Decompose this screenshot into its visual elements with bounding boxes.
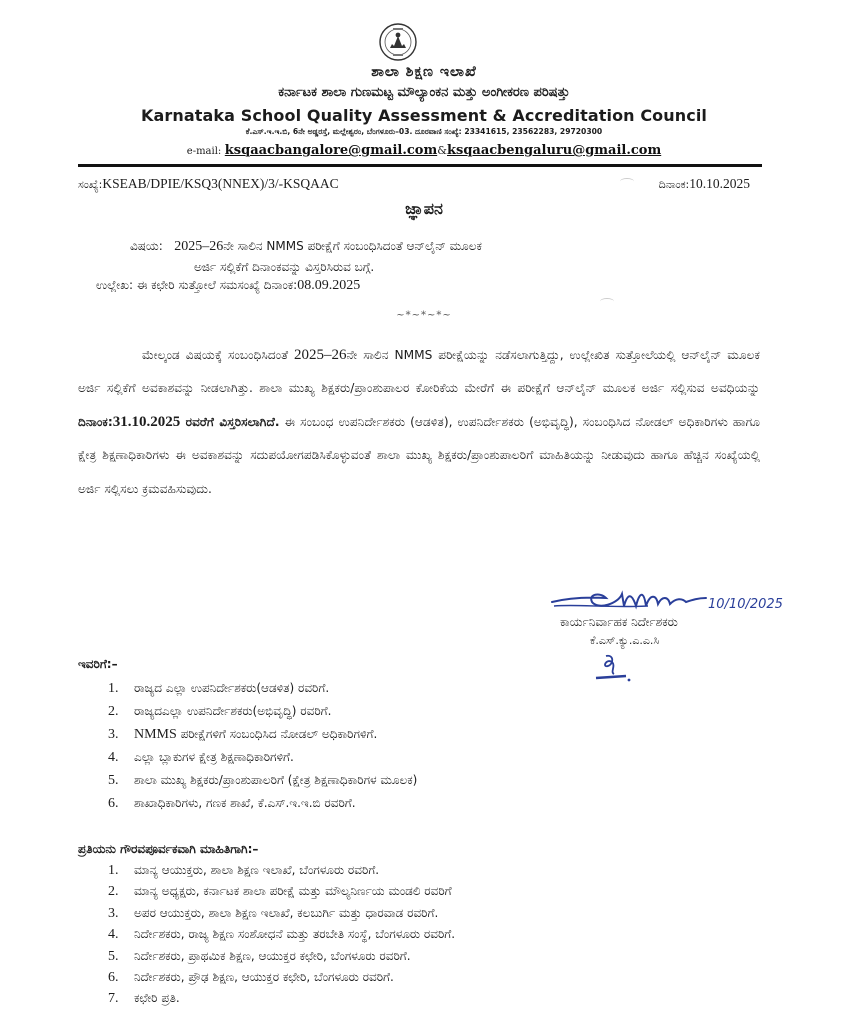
subject-label: ವಿಷಯ: bbox=[130, 239, 163, 253]
karnataka-emblem-icon bbox=[378, 22, 418, 62]
list-item bbox=[108, 677, 417, 700]
body-year: 2025–26 bbox=[294, 347, 347, 363]
subject-year: 2025–26 bbox=[174, 239, 224, 254]
copy-to-heading: ಪ್ರತಿಯನು ಗೌರವಪೂರ್ವಕವಾಗಿ ಮಾಹಿತಿಗಾಗಿ:– bbox=[78, 842, 259, 856]
extended-date bbox=[78, 415, 279, 429]
item-text: ರಾಜ್ಯದಎಲ್ಲಾ ಉಪನಿರ್ದೇಶಕರು(ಅಭಿವೃದ್ಧಿ) ರವರಿಗೆ. bbox=[134, 704, 332, 718]
item-text: ಕಛೇರಿ ಪ್ರತಿ. bbox=[134, 991, 180, 1006]
item-text: ನಿರ್ದೇಶಕರು, ಪ್ರೌಢ ಶಿಕ್ಷಣ, ಆಯುಕ್ತರ ಕಛೇರಿ, ಬೆಂಗಳೂರು ರವರಿಗೆ. bbox=[134, 969, 394, 984]
item-text: ಎಲ್ಲಾ ಬ್ಲಾಕುಗಳ ಕ್ಷೇತ್ರ ಶಿಕ್ಷಣಾಧಿಕಾರಿಗಳಿಗೆ. bbox=[134, 750, 294, 764]
signatory-designation: ಕಾರ್ಯನಿರ್ವಾಹಕ ನಿರ್ದೇಶಕರು bbox=[560, 615, 678, 629]
council-name-kannada: ಕರ್ನಾಟಕ ಶಾಲಾ ಗುಣಮಟ್ಟ ಮೌಲ್ಯಾಂಕನ ಮತ್ತು ಅಂಗೀಕರಣ ಪರಿಷತ್ತು bbox=[278, 85, 570, 100]
item-number: 2. bbox=[108, 704, 119, 719]
scan-mark bbox=[620, 178, 634, 185]
extended-date-label: ದಿನಾಂಕ: bbox=[78, 414, 113, 429]
item-number: 5. bbox=[108, 948, 119, 964]
list-item bbox=[108, 988, 455, 1009]
item-text: ನಿರ್ದೇಶಕರು, ಪ್ರಾಥಮಿಕ ಶಿಕ್ಷಣ, ಆಯುಕ್ತರ ಕಛೇರಿ, ಬೆಂಗಳೂರು ರವರಿಗೆ. bbox=[134, 948, 411, 963]
item-number: 6. bbox=[108, 969, 119, 985]
letterhead-divider bbox=[78, 164, 762, 167]
list-item bbox=[108, 746, 417, 769]
item-text: ಶಾಲಾ ಮುಖ್ಯ ಶಿಕ್ಷಕರು/ಪ್ರಾಂಶುಪಾಲರಿಗೆ (ಕ್ಷೇತ್ರ ಶಿಕ್ಷಣಾಧಿಕಾರಿಗಳ ಮೂಲಕ) bbox=[134, 773, 418, 787]
item-number: 7. bbox=[108, 991, 119, 1007]
council-name-english: Karnataka School Quality Assessment & Accreditation Council bbox=[141, 106, 707, 125]
item-text: ಪರೀಕ್ಷೆಗಳಿಗೆ ಸಂಬಂಧಿಸಿದ ನೋಡಲ್ ಅಧಿಕಾರಿಗಳಿಗೆ. bbox=[176, 727, 378, 741]
reference-block bbox=[96, 278, 360, 294]
item-text: ನಿರ್ದೇಶಕರು, ರಾಜ್ಯ ಶಿಕ್ಷಣ ಸಂಶೋಧನೆ ಮತ್ತು ತರಬೇತಿ ಸಂಸ್ಥೆ, ಬೆಂಗಳೂರು ರವರಿಗೆ. bbox=[134, 927, 456, 942]
item-number: 6. bbox=[108, 796, 119, 811]
subject-line-1: ನೇ ಸಾಲಿನ NMMS ಪರೀಕ್ಷೆಗೆ ಸಂಬಂಧಿಸಿದಂತೆ ಆನ್‌ಲೈನ್ ಮೂಲಕ bbox=[223, 239, 482, 253]
subject-line-2: ಅರ್ಜಿ ಸಲ್ಲಿಕೆಗೆ ದಿನಾಂಕವನ್ನು ವಿಸ್ತರಿಸಿರುವ ಬಗ್ಗೆ. bbox=[194, 260, 375, 274]
signature-image bbox=[548, 580, 828, 620]
list-item bbox=[108, 946, 455, 967]
item-number: 3. bbox=[108, 727, 119, 742]
reference-date: 08.09.2025 bbox=[297, 278, 361, 293]
document-date bbox=[659, 176, 750, 192]
department-name: ಶಾಲಾ ಶಿಕ್ಷಣ ಇಲಾಖೆ bbox=[371, 64, 477, 80]
extended-date-value: 31.10.2025 bbox=[112, 413, 181, 430]
list-item bbox=[108, 700, 417, 723]
item-abbrev: NMMS bbox=[134, 727, 177, 742]
email-line bbox=[0, 143, 848, 158]
copy-to-list bbox=[108, 860, 455, 1010]
signatory-organisation: ಕೆ.ಎಸ್.ಕ್ಯು.ಎ.ಎ.ಸಿ bbox=[590, 634, 660, 647]
initials-mark bbox=[592, 650, 632, 690]
item-number: 1. bbox=[108, 863, 119, 878]
body-paragraph bbox=[78, 339, 760, 506]
reference-number bbox=[78, 176, 339, 192]
list-item bbox=[108, 881, 455, 902]
email-label: e-mail: bbox=[186, 146, 222, 157]
date-label: ದಿನಾಂಕ: bbox=[658, 178, 690, 191]
item-text: ಶಾಖಾಧಿಕಾರಿಗಳು, ಗಣಕ ಶಾಖೆ, ಕೆ.ಎಸ್.ಇ.ಇ.ಬಿ ರವರಿಗೆ. bbox=[134, 796, 356, 810]
reference-number-value: KSEAB/DPIE/KSQ3(NNEX)/3/-KSQAAC bbox=[102, 176, 339, 191]
item-number: 4. bbox=[108, 927, 119, 943]
item-text: ರಾಜ್ಯದ ಎಲ್ಲಾ ಉಪನಿರ್ದೇಶಕರು(ಆಡಳಿತ) ರವರಿಗೆ. bbox=[134, 681, 330, 695]
council-address: ಕೆ.ಎಸ್.ಇ.ಇ.ಬಿ, 6ನೇ ಅಡ್ಡರಸ್ತೆ, ಮಲ್ಲೇಶ್ವರಂ, ಬೆಂಗಳೂರು–03. ದೂರವಾಣಿ ಸಂಖ್ಯೆ: 23341615, 23562283, 29720300 bbox=[245, 127, 603, 136]
item-text: ಮಾನ್ಯ ಅಧ್ಯಕ್ಷರು, ಕರ್ನಾಟಕ ಶಾಲಾ ಪರೀಕ್ಷೆ ಮತ್ತು ಮೌಲ್ಯನಿರ್ಣಯ ಮಂಡಲಿ ರವರಿಗೆ bbox=[134, 884, 452, 899]
item-number: 5. bbox=[108, 773, 119, 788]
item-text: ಮಾನ್ಯ ಆಯುಕ್ತರು, ಶಾಲಾ ಶಿಕ್ಷಣ ಇಲಾಖೆ, ಬೆಂಗಳೂರು ರವರಿಗೆ. bbox=[134, 863, 380, 877]
list-item bbox=[108, 723, 417, 746]
signature-date: 10/10/2025 bbox=[708, 597, 783, 612]
list-item bbox=[108, 769, 417, 792]
item-number: 3. bbox=[108, 905, 119, 921]
reference-label: ಉಲ್ಲೇಖ: bbox=[96, 278, 134, 292]
body-part-2: ನೇ ಸಾಲಿನ NMMS ಪರೀಕ್ಷೆಯನ್ನು ನಡೆಸಲಾಗುತ್ತಿದ್ದು, ಉಲ್ಲೇಖಿತ ಸುತ್ತೋಲೆಯಲ್ಲಿ ಆನ್‌ಲೈನ್ ಮೂಲಕ ಅರ್ಜಿ ಸಲ್ಲಿಕೆಗೆ ಅವಕಾಶವನ್ನು ನೀಡಲಾಗಿತ್ತು. ಶಾಲಾ ಮುಖ್ಯ ಶಿಕ್ಷಕರು/ಪ್ರಾಂಶುಪಾಲರ ಕೋರಿಕೆಯ ಮೇರೆಗೆ ಈ ಪರೀಕ್ಷೆಗೆ ಆನ್‌ಲೈನ್ ಮೂಲಕ ಅರ್ಜಿ ಸಲ್ಲಿಸುವ ಅವಧಿಯನ್ನು bbox=[78, 348, 760, 396]
body-part-3: ಈ ಸಂಬಂಧ ಉಪನಿರ್ದೇಶಕರು (ಆಡಳಿತ), ಉಪನಿರ್ದೇಶಕರು (ಅಭಿವೃದ್ಧಿ), ಸಂಬಂಧಿಸಿದ ನೋಡಲ್ ಅಧಿಕಾರಿಗಳು ಹಾಗೂ ಕ್ಷೇತ್ರ ಶಿಕ್ಷಣಾಧಿಕಾರಿಗಳು ಈ ಅವಕಾಶವನ್ನು ಸದುಪಯೋಗಪಡಿಸಿಕೊಳ್ಳುವಂತೆ ಶಾಲಾ ಮುಖ್ಯ ಶಿಕ್ಷಕರು/ಪ್ರಾಂಶುಪಾಲರಿಗೆ ಮಾಹಿತಿಯನ್ನು ನೀಡುವುದು ಹಾಗೂ ಹೆಚ್ಚಿನ ಸಂಖ್ಯೆಯಲ್ಲಿ ಅರ್ಜಿ ಸಲ್ಲಿಸಲು ಕ್ರಮವಹಿಸುವುದು. bbox=[78, 414, 760, 496]
extended-date-rest: ರವರೆಗೆ ವಿಸ್ತರಿಸಲಾಗಿದೆ. bbox=[180, 414, 280, 429]
reference-number-label: ಸಂಖ್ಯೆ: bbox=[78, 178, 103, 191]
list-item bbox=[108, 792, 417, 815]
section-separator: ~*~*~*~ bbox=[396, 310, 452, 321]
scan-mark bbox=[600, 298, 614, 305]
list-item bbox=[108, 924, 455, 945]
item-number: 1. bbox=[108, 681, 119, 696]
recipients-list bbox=[108, 677, 417, 815]
email-link-bangalore[interactable]: ksqaacbangalore@gmail.com bbox=[224, 143, 438, 158]
item-number: 4. bbox=[108, 750, 119, 765]
list-item bbox=[108, 967, 455, 988]
recipients-heading: ಇವರಿಗೆ:– bbox=[78, 657, 118, 671]
item-number: 2. bbox=[108, 884, 119, 900]
date-value: 10.10.2025 bbox=[689, 176, 750, 191]
memo-title: ಜ್ಞಾಪನ bbox=[405, 199, 443, 218]
item-text: ಅಪರ ಆಯುಕ್ತರು, ಶಾಲಾ ಶಿಕ್ಷಣ ಇಲಾಖೆ, ಕಲಬುರ್ಗಿ ಮತ್ತು ಧಾರವಾಡ ರವರಿಗೆ. bbox=[134, 905, 439, 920]
reference-text: ಈ ಕಛೇರಿ ಸುತ್ತೋಲೆ ಸಮಸಂಖ್ಯೆ ದಿನಾಂಕ: bbox=[136, 278, 298, 292]
body-part-1: ಮೇಲ್ಕಂಡ ವಿಷಯಕ್ಕೆ ಸಂಬಂಧಿಸಿದಂತೆ bbox=[142, 348, 295, 362]
list-item bbox=[108, 903, 455, 924]
list-item bbox=[108, 860, 455, 881]
email-link-bengaluru[interactable]: ksqaacbengaluru@gmail.com bbox=[447, 143, 662, 158]
email-joiner: & bbox=[437, 144, 447, 157]
subject-block bbox=[130, 236, 690, 278]
